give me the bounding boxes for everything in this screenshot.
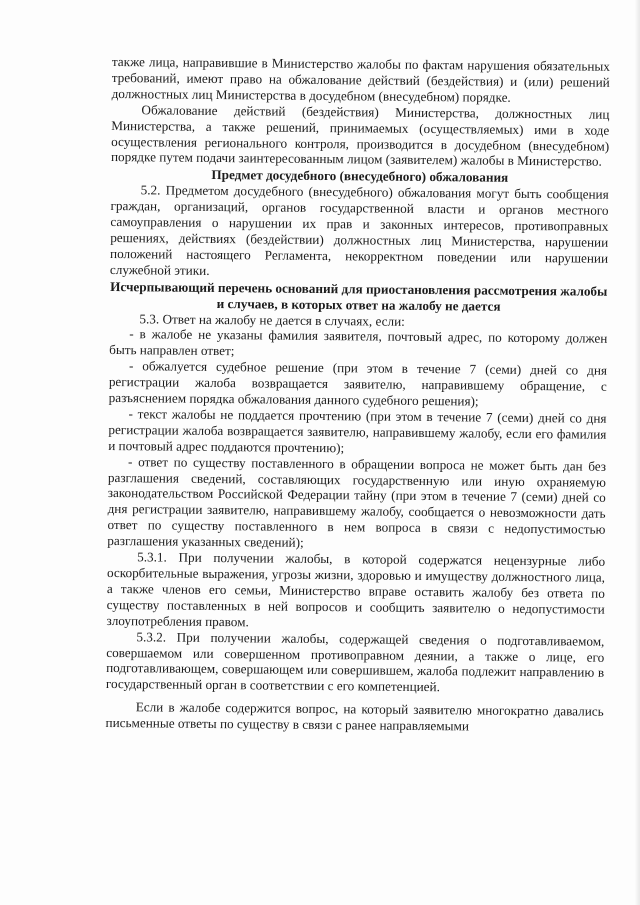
paragraph: 5.3. Ответ на жалобу не дается в случаях, если: bbox=[139, 310, 405, 329]
page-edge bbox=[634, 0, 640, 905]
list-item: - обжалуется судебное решение (при этом в течение 7 (семи) дней со дня регистрации жалоба возвращается заявителю, направившему обращение, с разъяснением порядка обжалования данного судебного решения); bbox=[108, 358, 608, 409]
list-item: - в жалобе не указаны фамилия заявителя, почтовый адрес, по которому должен быть направлен ответ; bbox=[109, 326, 608, 359]
section-heading: Исчерпывающий перечень оснований для приостановления рассмотрения жалобы и случаев, в которых ответ на жалобу не дается bbox=[110, 278, 608, 314]
paragraph: 5.2. Предметом досудебного (внесудебного) обжалования могут быть сообщения граждан, организаций, органов государственной власти и органов местного самоуправления о нарушении их прав и законных интересов, противоправных решениях, действиях (бездействии) должностных лиц Министерства, нарушении положений настоящего Регламента, некорректном поведении или нарушении служебной этики. bbox=[109, 182, 609, 278]
paragraph: Если в жалобе содержится вопрос, на который заявителю многократно давались письменные ответы по существу в связи с ранее направляемыми bbox=[105, 699, 604, 734]
list-item: - ответ по существу поставленного в обращении вопроса не может быть дан без разглашения сведений, составляющих государственную или иную охраняемую законодательством Российской Федерации тайну (при этом в течение 7 (семи) дней со дня регистрации заявителю, направившему жалобу, сообщается о невозможности дать ответ по существу поставленного в нем вопроса в связи с недопустимостью разглашения указанных сведений); bbox=[107, 453, 607, 551]
section-heading: Предмет досудебного (внесудебного) обжалования bbox=[211, 167, 509, 186]
regulation-text bbox=[106, 54, 610, 736]
list-item: - текст жалобы не поддается прочтению (при этом в течение 7 (семи) дней со дня регистрации жалоба возвращается заявителю, направившему жалобу, если его фамилия и почтовый адрес поддаются прочтению); bbox=[108, 406, 607, 455]
paragraph: 5.3.2. При получении жалобы, содержащей сведения о подготавливаемом, совершаемом или совершенном противоправном деянии, а также о лице, его подготавливающем, совершающем или совершившем, жалоба подлежит направлению в государственный орган в соответствии с его компетенцией. bbox=[105, 628, 605, 695]
paragraph: Обжалование действий (бездействия) Министерства, должностных лиц Министерства, а также решений, принимаемых (осуществляемых) ими в ходе осуществления регионального контроля, производится в досудебном (внесудебном) порядке путем подачи заинтересованным лицом (заявителем) жалобы в Министерство. bbox=[110, 102, 610, 170]
paragraph: также лица, направившие в Министерство жалобы по фактам нарушения обязательных требований, имеют право на обжалование действий (бездействия) и (или) решений должностных лиц Министерства в досудебном (внесудебном) порядке. bbox=[111, 54, 610, 105]
paragraph: 5.3.1. При получении жалобы, в которой содержатся нецензурные либо оскорбительные выражения, угрозы жизни, здоровью и имуществу должностного лица, а также членов его семьи, Министерство вправе оставить жалобу без ответа по существу поставленных в ней вопросов и сообщить заявителю о недопустимости злоупотребления правом. bbox=[106, 549, 606, 630]
